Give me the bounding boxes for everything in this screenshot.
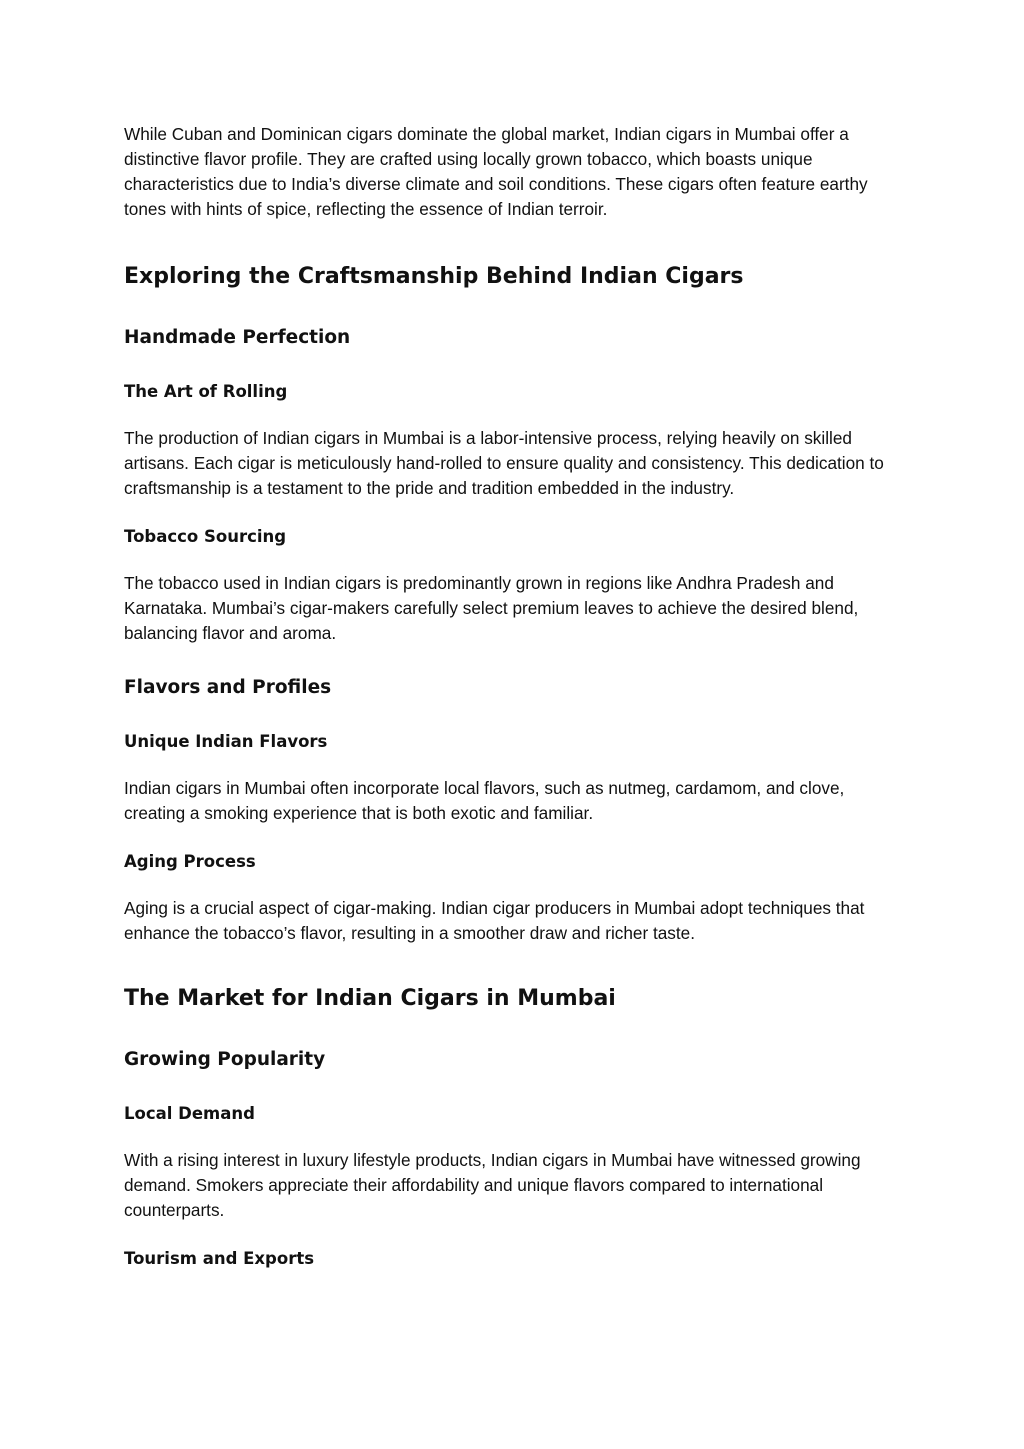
section-heading-craftsmanship: Exploring the Craftsmanship Behind Indian Cigars [124,264,744,289]
intro-paragraph: While Cuban and Dominican cigars dominate the global market, Indian cigars in Mumbai offer a distinctive flavor profile. They are crafted using locally grown tobacco, which boasts unique characteristics due to India’s diverse climate and soil conditions. These cigars often feature earthy tones with hints of spice, reflecting the essence of Indian terroir. [124,124,868,219]
paragraph-tobacco-sourcing: The tobacco used in Indian cigars is predominantly grown in regions like Andhra Pradesh and Karnataka. Mumbai’s cigar-makers carefully select premium leaves to achieve the desired blend, balancing flavor and aroma. [124,573,859,643]
paragraph-art-of-rolling: The production of Indian cigars in Mumbai is a labor-intensive process, relying heavily on skilled artisans. Each cigar is meticulously hand-rolled to ensure quality and consistency. This dedication to craftsmanship is a testament to the pride and tradition embedded in the industry. [124,428,884,498]
heading-aging-process: Aging Process [124,852,256,871]
heading-tobacco-sourcing: Tobacco Sourcing [124,527,287,546]
paragraph-local-demand: With a rising interest in luxury lifestyle products, Indian cigars in Mumbai have witnessed growing demand. Smokers appreciate their affordability and unique flavors compared to international counterparts. [124,1150,861,1220]
section-heading-market: The Market for Indian Cigars in Mumbai [124,986,616,1011]
heading-art-of-rolling: The Art of Rolling [124,382,288,401]
heading-unique-flavors: Unique Indian Flavors [124,732,328,751]
heading-tourism-exports: Tourism and Exports [124,1249,315,1268]
paragraph-unique-flavors: Indian cigars in Mumbai often incorporate local flavors, such as nutmeg, cardamom, and clove, creating a smoking experience that is both exotic and familiar. [124,778,845,823]
subsection-heading-handmade: Handmade Perfection [124,327,351,348]
subsection-heading-popularity: Growing Popularity [124,1049,326,1070]
heading-local-demand: Local Demand [124,1104,255,1123]
subsection-heading-flavors: Flavors and Profiles [124,677,332,698]
document-page [124,122,894,1271]
paragraph-aging-process: Aging is a crucial aspect of cigar-making. Indian cigar producers in Mumbai adopt techniques that enhance the tobacco’s flavor, resulting in a smoother draw and richer taste. [124,898,865,943]
